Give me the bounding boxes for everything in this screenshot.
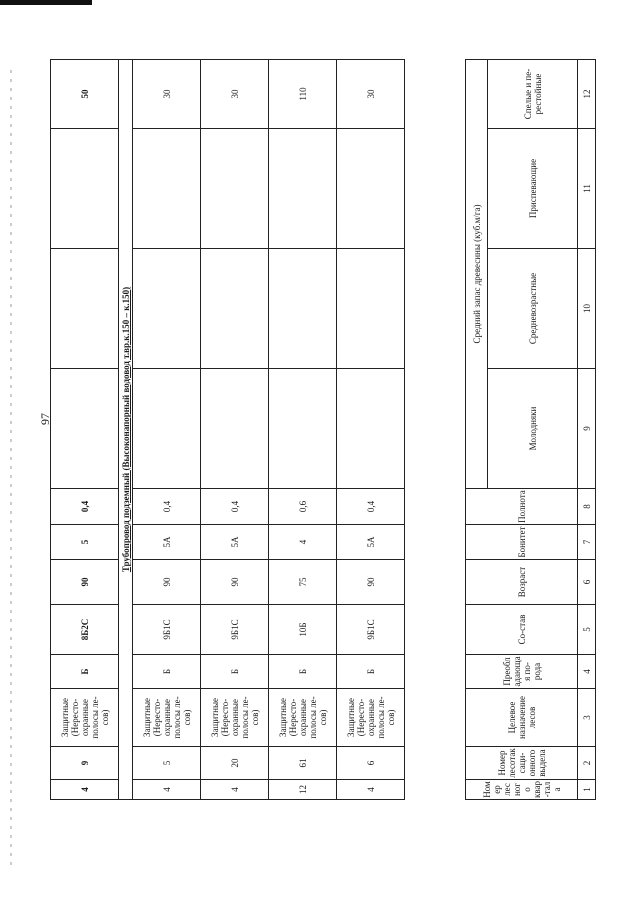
section-row xyxy=(119,60,133,800)
cell-vydel: 9 xyxy=(51,747,119,780)
header-bonitet: Бонитет xyxy=(466,525,578,560)
cell-sostav: 9Б1С xyxy=(133,605,201,655)
column-number: 7 xyxy=(578,525,596,560)
cell-poroda: Б xyxy=(337,655,405,689)
cell-naznachenie: Защитные (Нересто-охранные полосы ле-сов) xyxy=(51,689,119,747)
cell-vydel: 5 xyxy=(133,747,201,780)
section-title: Трубопровод подземный (Высоконапорный водовод т.вр.к.150 – к.150) xyxy=(119,60,133,800)
column-number: 1 xyxy=(578,780,596,800)
header-prispevayushchie: Приспевающие xyxy=(488,129,578,249)
cell-bonitet: 5 xyxy=(51,525,119,560)
column-number: 3 xyxy=(578,689,596,747)
header-naznachenie: Целевое назначение лесов xyxy=(466,689,578,747)
column-number-row xyxy=(578,59,596,799)
cell-polnota: 0,4 xyxy=(51,489,119,525)
header-kvartal: Номер лесного квар-тала xyxy=(466,780,578,800)
header-molodnyaki: Молодняки xyxy=(488,369,578,489)
cell-srednevozrastnye xyxy=(269,249,337,369)
column-number: 6 xyxy=(578,560,596,605)
table-row xyxy=(269,60,337,800)
cell-polnota: 0,4 xyxy=(201,489,269,525)
cell-bonitet: 5А xyxy=(337,525,405,560)
cell-poroda: Б xyxy=(269,655,337,689)
cell-spelye: 30 xyxy=(133,60,201,129)
cell-bonitet: 5А xyxy=(133,525,201,560)
cell-prispevayushchie xyxy=(337,129,405,249)
header-vydel: Номер лесотаксаци-онного выдела xyxy=(466,747,578,780)
cell-poroda: Б xyxy=(51,655,119,689)
cell-kvartal: 4 xyxy=(51,780,119,800)
cell-prispevayushchie xyxy=(133,129,201,249)
cell-naznachenie: Защитные (Нересто-охранные полосы ле-сов) xyxy=(269,689,337,747)
cell-bonitet: 4 xyxy=(269,525,337,560)
column-number: 12 xyxy=(578,59,596,128)
header-group-stock: Средний запас древесины (куб.м/га) xyxy=(466,59,488,488)
cell-vozrast: 90 xyxy=(51,560,119,605)
cell-spelye: 30 xyxy=(337,60,405,129)
cell-sostav: 9Б1С xyxy=(337,605,405,655)
cell-sostav: 10Б xyxy=(269,605,337,655)
cell-kvartal: 4 xyxy=(337,780,405,800)
cell-prispevayushchie xyxy=(201,129,269,249)
cell-molodnyaki xyxy=(337,369,405,489)
column-number: 5 xyxy=(578,605,596,655)
table-row xyxy=(201,60,269,800)
cell-poroda: Б xyxy=(201,655,269,689)
cell-molodnyaki xyxy=(201,369,269,489)
cell-molodnyaki xyxy=(133,369,201,489)
column-number: 8 xyxy=(578,489,596,525)
header-vozrast: Возраст xyxy=(466,560,578,605)
cell-sostav: 8Б2С xyxy=(51,605,119,655)
cell-vozrast: 90 xyxy=(201,560,269,605)
cell-poroda: Б xyxy=(133,655,201,689)
cell-vozrast: 90 xyxy=(133,560,201,605)
cell-srednevozrastnye xyxy=(133,249,201,369)
cell-srednevozrastnye xyxy=(337,249,405,369)
cell-molodnyaki xyxy=(269,369,337,489)
cell-prispevayushchie xyxy=(51,129,119,249)
cell-kvartal: 12 xyxy=(269,780,337,800)
column-number: 10 xyxy=(578,249,596,369)
cell-spelye: 110 xyxy=(269,60,337,129)
cell-vozrast: 90 xyxy=(337,560,405,605)
table-row xyxy=(337,60,405,800)
cell-spelye: 30 xyxy=(201,60,269,129)
column-number: 9 xyxy=(578,369,596,489)
cell-kvartal: 4 xyxy=(133,780,201,800)
cell-spelye: 50 xyxy=(51,60,119,129)
cell-bonitet: 5А xyxy=(201,525,269,560)
header-poroda: Преобладающая по-рода xyxy=(466,655,578,689)
cell-naznachenie: Защитные (Нересто-охранные полосы ле-сов) xyxy=(133,689,201,747)
header-table xyxy=(465,59,596,800)
header-sostav: Со-став xyxy=(466,605,578,655)
cell-vozrast: 75 xyxy=(269,560,337,605)
header-spelye: Спелые и пе-рестойные xyxy=(488,59,578,128)
cell-polnota: 0,4 xyxy=(133,489,201,525)
cell-srednevozrastnye xyxy=(201,249,269,369)
cell-vydel: 6 xyxy=(337,747,405,780)
cell-vydel: 20 xyxy=(201,747,269,780)
table-row xyxy=(133,60,201,800)
header-srednevozrastnye: Средневозрастные xyxy=(488,249,578,369)
cell-kvartal: 4 xyxy=(201,780,269,800)
column-number: 11 xyxy=(578,129,596,249)
cell-sostav: 9Б1С xyxy=(201,605,269,655)
data-table xyxy=(50,59,405,800)
cell-vydel: 61 xyxy=(269,747,337,780)
cell-srednevozrastnye xyxy=(51,249,119,369)
column-number: 4 xyxy=(578,655,596,689)
cell-prispevayushchie xyxy=(269,129,337,249)
cell-naznachenie: Защитные (Нересто-охранные полосы ле-сов) xyxy=(201,689,269,747)
cell-naznachenie: Защитные (Нересто-охранные полосы ле-сов) xyxy=(337,689,405,747)
header-polnota: Полнота xyxy=(466,489,578,525)
cell-molodnyaki xyxy=(51,369,119,489)
table-row xyxy=(51,60,119,800)
column-number: 2 xyxy=(578,747,596,780)
cell-polnota: 0,6 xyxy=(269,489,337,525)
cell-polnota: 0,4 xyxy=(337,489,405,525)
page-number: 97 xyxy=(38,413,52,425)
